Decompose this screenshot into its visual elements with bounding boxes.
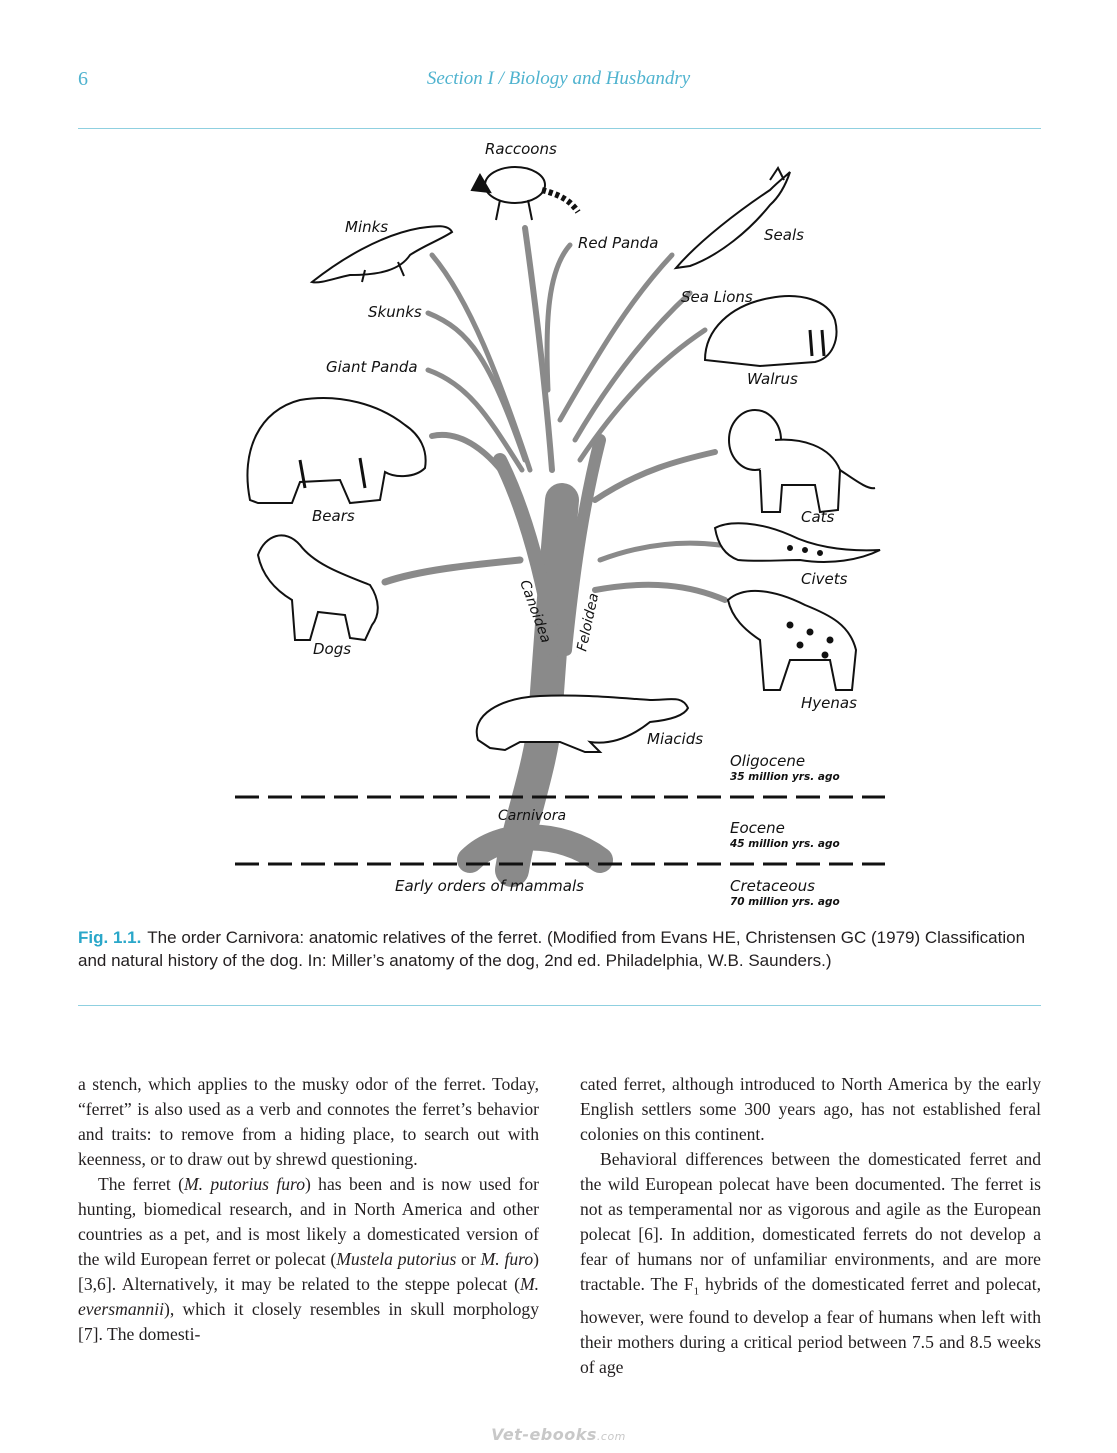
label-cats: Cats <box>801 508 835 526</box>
branch-red-panda <box>547 245 570 390</box>
hyena-drawing <box>728 591 856 690</box>
epoch-cretaceous-age: 70 million yrs. ago <box>730 896 840 908</box>
watermark-logo: Vet-ebooks.com <box>491 1425 626 1444</box>
paragraph: cated ferret, although introduced to North America by the early English settlers some 300 years ago, has not established feral colonies on this continent. <box>580 1074 1041 1144</box>
body-column-right <box>580 1072 1041 1380</box>
figure-caption <box>78 926 1041 972</box>
paragraph: The ferret (M. putorius furo) has been and is now used for hunting, biomedical research, and in North America and other countries as a pet, and is most likely a domesticated version of the wild European ferret or polecat (Mustela putorius or M. furo) [3,6]. Alternatively, it may be related to the steppe polecat (M. eversmannii), which it closely resembles in skull morphology [7]. The domesti- <box>78 1174 540 1344</box>
figure-caption-label: Fig. 1.1. <box>78 928 142 947</box>
label-raccoons: Raccoons <box>485 140 557 158</box>
branch-dogs <box>385 560 520 582</box>
body-column-left <box>78 1072 539 1347</box>
dog-drawing <box>258 535 378 640</box>
label-dogs: Dogs <box>313 640 352 658</box>
page-number: 6 <box>78 68 88 90</box>
figure-caption-text: The order Carnivora: anatomic relatives of the ferret. (Modified from Evans HE, Christensen GC (1979) Classification and natural history of the dog. In: Miller’s anatomy of the dog, 2nd ed. Philadelphia, W.B. Saunders.) <box>78 928 1026 970</box>
label-seals: Seals <box>764 226 804 244</box>
label-early-orders: Early orders of mammals <box>395 877 584 895</box>
lion-drawing <box>729 410 875 512</box>
label-feloidea: Feloidea <box>574 591 603 653</box>
walrus-drawing <box>705 296 836 366</box>
paragraph: Behavioral differences between the domesticated ferret and the wild European polecat have been documented. The ferret is not as temperamental nor as vigorous and agile as the European polecat [6]. In addition, domesticated ferrets do not develop a fear of humans nor of unfamiliar environments, and are more tractable. The $F_1$ hybrids of the domesticated ferret and polecat, however, were found to develop a fear of humans when left with their mothers during a critical period between 7.5 and 8.5 weeks of age <box>580 1149 1041 1377</box>
trunk-base <box>470 838 600 861</box>
epoch-oligocene: Oligocene <box>730 752 806 770</box>
label-canoidea: Canoidea <box>516 577 554 646</box>
running-title: Section I / Biology and Husbandry <box>426 68 691 89</box>
label-skunks: Skunks <box>368 303 422 321</box>
label-sea-lions: Sea Lions <box>681 288 753 306</box>
label-bears: Bears <box>312 507 355 525</box>
label-civets: Civets <box>801 570 848 588</box>
bear-drawing <box>247 398 425 503</box>
phylogenetic-tree <box>385 228 725 870</box>
civet-drawing <box>715 523 880 562</box>
label-red-panda: Red Panda <box>578 234 659 252</box>
paragraph: a stench, which applies to the musky odor of the ferret. Today, “ferret” is also used as a verb and connotes the ferret’s behavior and traits: to remove from a hiding place, to search out with keenness, or to draw out by shrewd questioning. <box>78 1074 539 1169</box>
label-carnivora: Carnivora <box>498 808 567 824</box>
branch-hyenas <box>595 585 725 600</box>
label-minks: Minks <box>345 218 389 236</box>
seal-drawing <box>676 168 790 268</box>
epoch-eocene: Eocene <box>730 819 785 837</box>
branch-skunks <box>428 313 525 460</box>
label-walrus: Walrus <box>747 370 798 388</box>
epoch-oligocene-age: 35 million yrs. ago <box>730 771 840 783</box>
label-hyenas: Hyenas <box>801 694 857 712</box>
label-giant-panda: Giant Panda <box>326 358 418 376</box>
branch-cats <box>595 452 715 500</box>
epoch-cretaceous: Cretaceous <box>730 877 815 895</box>
epoch-eocene-age: 45 million yrs. ago <box>730 838 840 850</box>
caption-rule <box>78 1005 1041 1006</box>
branch-civets <box>600 543 720 560</box>
branch-seals <box>560 255 672 420</box>
raccoon-drawing <box>472 167 578 220</box>
label-miacids: Miacids <box>647 730 704 748</box>
